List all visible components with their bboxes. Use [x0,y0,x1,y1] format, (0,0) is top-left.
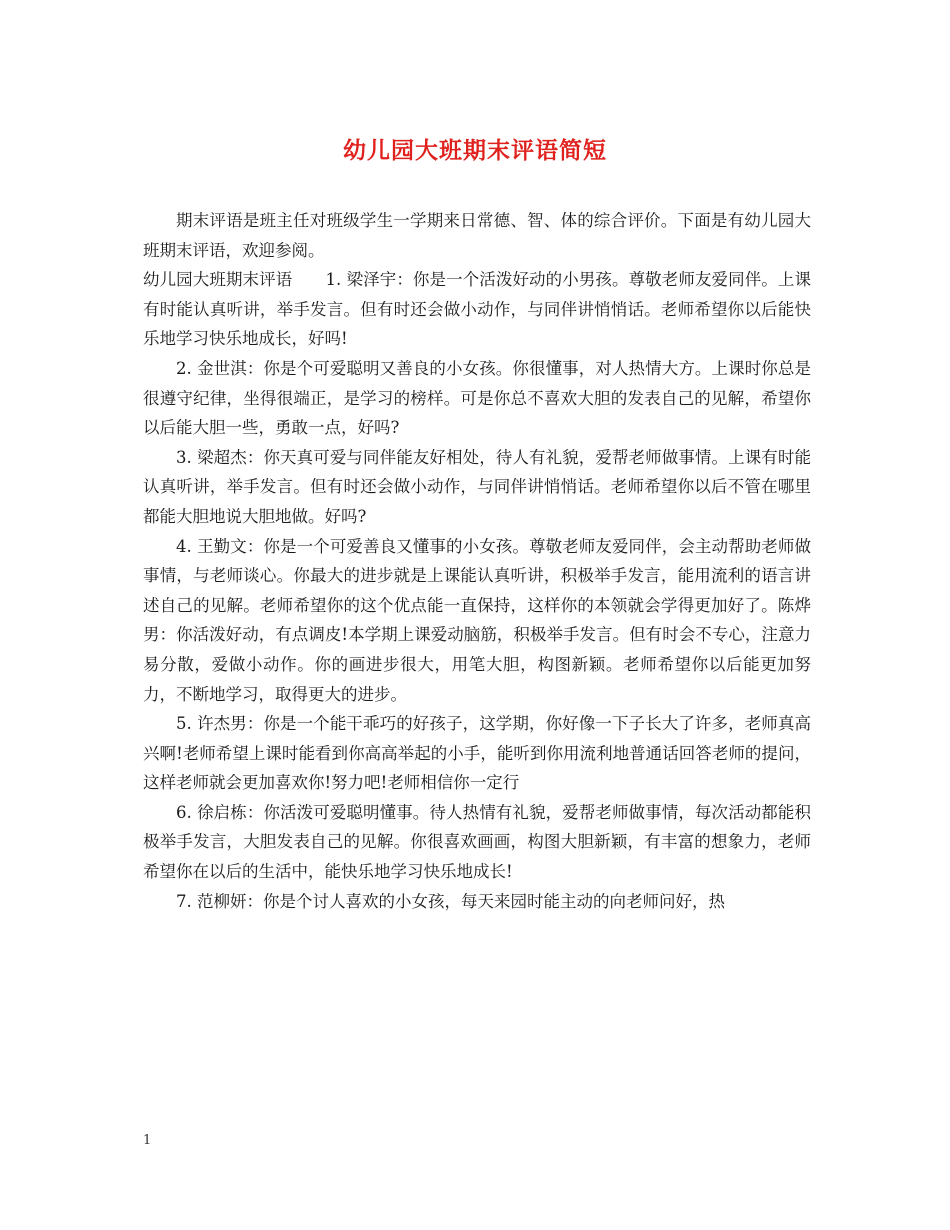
page-number: 1 [143,1133,152,1148]
comment-paragraph-6: 6. 徐启栋：你活泼可爱聪明懂事。待人热情有礼貌，爱帮老师做事情，每次活动都能积极举手发言，大胆发表自己的见解。你很喜欢画画，构图大胆新颖，有丰富的想象力，老师希望你在以后的生活中，能快乐地学习快乐地成长! [143,802,811,882]
comment-paragraph-2: 2. 金世淇：你是个可爱聪明又善良的小女孩。你很懂事，对人热情大方。上课时你总是很遵守纪律，坐得很端正，是学习的榜样。可是你总不喜欢大胆的发表自己的见解，希望你以后能大胆一些，勇敢一点，好吗? [143,358,811,438]
comment-paragraph-7: 7. 范柳妍：你是个讨人喜欢的小女孩，每天来园时能主动的向老师问好，热 [176,891,725,911]
comment-paragraph-4: 4. 王勤文：你是一个可爱善良又懂事的小女孩。尊敬老师友爱同伴，会主动帮助老师做事情，与老师谈心。你最大的进步就是上课能认真听讲，积极举手发言，能用流利的语言讲述自己的见解。老师希望你的这个优点能一直保持，这样你的本领就会学得更加好了。陈烨男：你活泼好动，有点调皮!本学期上课爱动脑筋，积极举手发言。但有时会不专心，注意力易分散，爱做小动作。你的画进步很大，用笔大胆，构图新颖。老师希望你以后能更加努力，不断地学习，取得更大的进步。 [143,536,811,704]
document-title: 幼儿园大班期末评语简短 [343,137,607,164]
comment-paragraph-3: 3. 梁超杰：你天真可爱与同伴能友好相处，待人有礼貌，爱帮老师做事情。上课有时能认真听讲，举手发言。但有时还会做小动作，与同伴讲悄悄话。老师希望你以后不管在哪里都能大胆地说大胆地做。好吗? [143,447,811,526]
intro-paragraph: 期末评语是班主任对班级学生一学期来日常德、智、体的综合评价。下面是有幼儿园大班期末评语，欢迎参阅。 [143,211,811,260]
comment-paragraph-5: 5. 许杰男：你是一个能干乖巧的好孩子，这学期，你好像一下子长大了许多，老师真高兴啊!老师希望上课时能看到你高高举起的小手，能听到你用流利地普通话回答老师的提问，这样老师就会更加喜欢你!努力吧!老师相信你一定行 [143,714,811,793]
comment-paragraph-1: 幼儿园大班期末评语 1. 梁泽宇：你是一个活泼好动的小男孩。尊敬老师友爱同伴。上课有时能认真听讲，举手发言。但有时还会做小动作，与同伴讲悄悄话。老师希望你以后能快乐地学习快乐地成长，好吗! [143,270,811,349]
document-body [143,206,811,916]
